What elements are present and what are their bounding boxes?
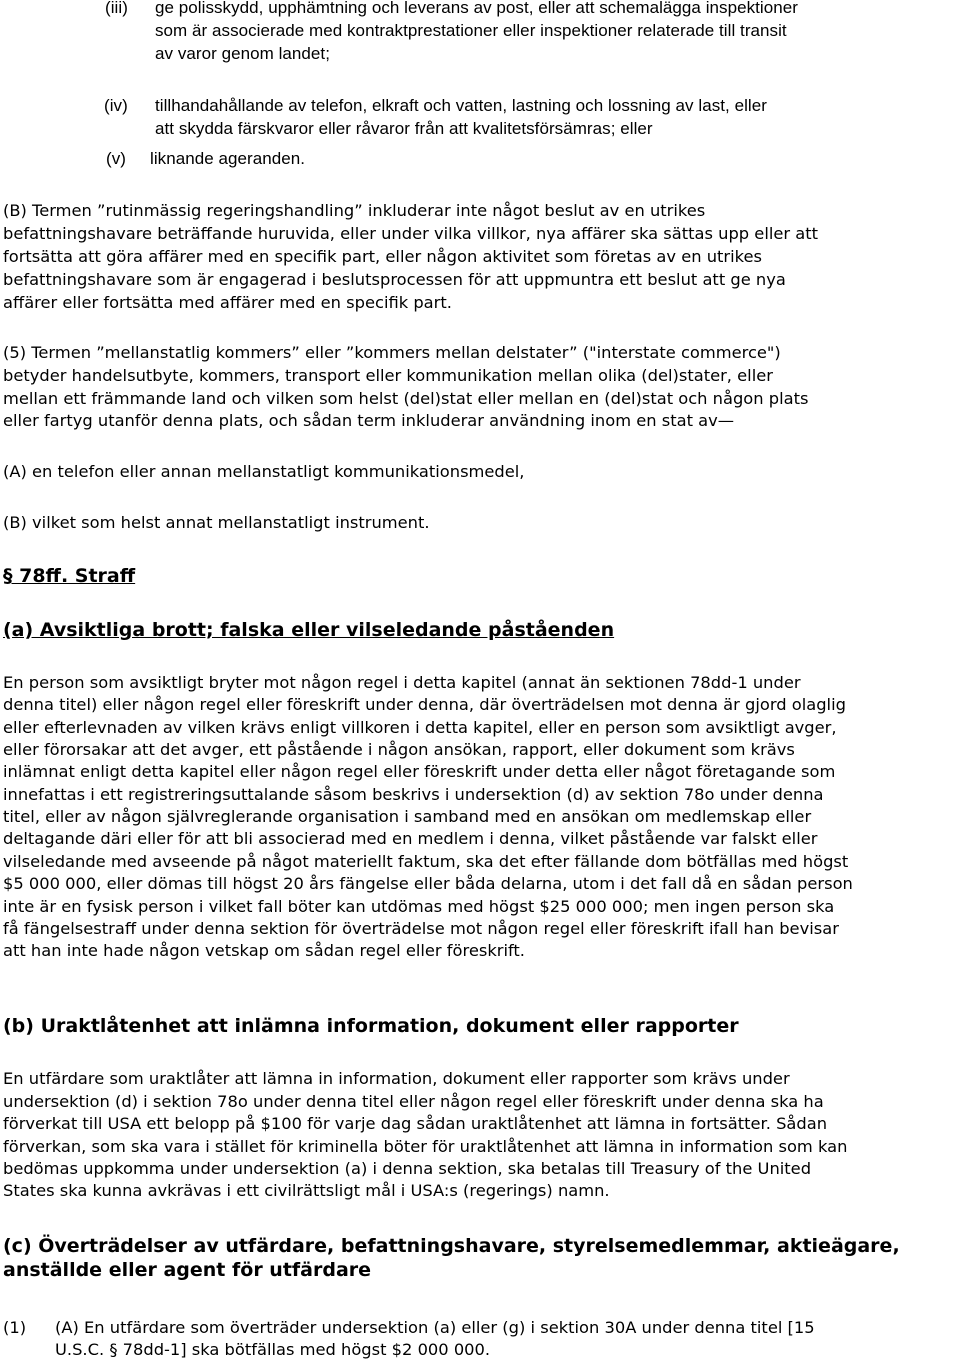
paragraph-line: inte är en fysisk person i vilket fall böter kan utdömas med högst $25 000 000; men ingen person ska bbox=[3, 897, 835, 916]
paragraph-line: (B) Termen ”rutinmässig regeringshandling” inkluderar inte något beslut av en utrikes bbox=[3, 201, 706, 220]
list-item-text-line: ge polisskydd, upphämtning och leverans av post, eller att schemalägga inspektioner bbox=[155, 0, 798, 17]
heading-line: (c) Överträdelser av utfärdare, befattningshavare, styrelsemedlemmar, aktieägare, bbox=[3, 1235, 900, 1257]
paragraph-line: States ska kunna avkrävas i ett civilrättsligt mål i USA:s (regerings) namn. bbox=[3, 1181, 610, 1200]
paragraph-line: affärer eller fortsätta med affärer med en specifik part. bbox=[3, 293, 452, 312]
paragraph-line: eller fartyg utanför denna plats, och sådan term inkluderar användning inom en stat av— bbox=[3, 411, 735, 430]
list-item-text-line: (A) En utfärdare som överträder undersektion (a) eller (g) i sektion 30A under denna titel [15 bbox=[55, 1318, 815, 1337]
paragraph-line: bedömas uppkomma under undersektion (a) i denna sektion, ska betalas till Treasury of the United bbox=[3, 1159, 812, 1178]
paragraph-line: befattningshavare som är engagerad i beslutsprocessen för att uppmuntra ett beslut att ge nya bbox=[3, 270, 786, 289]
paragraph-line: förverkat till USA ett belopp på $100 för varje dag sådan uraktlåtenhet att lämna in fortsätter. Sådan bbox=[3, 1114, 828, 1133]
paragraph-line: denna titel) eller någon regel eller föreskrift under denna, där överträdelsen mot denna är gjord olaglig bbox=[3, 695, 846, 714]
list-item-text-line: tillhandahållande av telefon, elkraft och vatten, lastning och lossning av last, eller bbox=[155, 96, 767, 115]
list-marker: (1) bbox=[3, 1318, 27, 1337]
paragraph-5b: (B) vilket som helst annat mellanstatligt instrument. bbox=[3, 513, 430, 532]
paragraph-line: En utfärdare som uraktlåter att lämna in information, dokument eller rapporter som krävs under bbox=[3, 1069, 790, 1088]
heading-line: anställde eller agent för utfärdare bbox=[3, 1259, 372, 1281]
paragraph-line: få fängelsestraff under denna sektion för överträdelse mot någon regel eller föreskrift ifall han bevisar bbox=[3, 919, 839, 938]
section-title: § 78ff. Straff bbox=[3, 565, 136, 587]
heading-a: (a) Avsiktliga brott; falska eller vilseledande påståenden bbox=[3, 619, 615, 641]
paragraph-line: betyder handelsutbyte, kommers, transport eller kommunikation mellan olika (del)stater, eller bbox=[3, 366, 773, 385]
paragraph-line: inlämnat enligt detta kapitel eller någon regel eller föreskrift under detta eller något företagande som bbox=[3, 762, 836, 781]
paragraph-line: eller efterlevnaden av vilken krävs enligt villkoren i detta kapitel, eller en person som avsiktligt avger, bbox=[3, 718, 837, 737]
paragraph-line: fortsätta att göra affärer med en specifik part, eller någon aktivitet som företas av en utrikes bbox=[3, 247, 762, 266]
paragraph-line: $5 000 000, eller dömas till högst 20 års fängelse eller båda delarna, utom i det fall då en sådan person bbox=[3, 874, 853, 893]
paragraph-line: förverkan, som ska vara i stället för kriminella böter för uraktlåtenhet att lämna in information som kan bbox=[3, 1137, 848, 1156]
paragraph-line: En person som avsiktligt bryter mot någon regel i detta kapitel (annat än sektionen 78dd-1 under bbox=[3, 673, 801, 692]
heading-b: (b) Uraktlåtenhet att inlämna information, dokument eller rapporter bbox=[3, 1015, 739, 1037]
paragraph-line: (5) Termen ”mellanstatlig kommers” eller ”kommers mellan delstater” ("interstate commerce") bbox=[3, 343, 781, 362]
list-marker: (iii) bbox=[105, 0, 128, 17]
paragraph-line: undersektion (d) i sektion 78o under denna titel eller någon regel eller föreskrift under denna ska ha bbox=[3, 1092, 824, 1111]
list-item-text-line: liknande ageranden. bbox=[150, 149, 306, 168]
list-item-text-line: som är associerade med kontraktprestationer eller inspektioner relaterade till transit bbox=[155, 21, 787, 40]
paragraph-line: att han inte hade någon vetskap om sådan regel eller föreskrift. bbox=[3, 941, 525, 960]
list-marker: (v) bbox=[106, 149, 126, 168]
paragraph-line: innefattas i ett registreringsuttalande såsom beskrivs i undersektion (d) av sektion 78o under denna bbox=[3, 785, 824, 804]
paragraph-line: mellan ett främmande land och vilken som helst (del)stat eller mellan en (del)stat och någon plats bbox=[3, 389, 809, 408]
paragraph-line: vilseledande med avseende på något materiellt faktum, ska det efter fällande dom bötfällas med högst bbox=[3, 852, 849, 871]
list-item-text-line: U.S.C. § 78dd-1] ska bötfällas med högst $2 000 000. bbox=[55, 1340, 491, 1359]
paragraph-line: befattningshavare beträffande huruvida, eller under vilka villkor, nya affärer ska sättas upp eller att bbox=[3, 224, 818, 243]
paragraph-line: titel, eller av någon självreglerande organisation i samband med en ansökan om medlemskap eller bbox=[3, 807, 812, 826]
list-item-text-line: att skydda färskvaror eller råvaror från att kvalitetsförsämras; eller bbox=[155, 119, 653, 138]
paragraph-line: eller förorsakar att det avger, ett påstående i någon ansökan, rapport, eller dokument som krävs bbox=[3, 740, 795, 759]
paragraph-5a: (A) en telefon eller annan mellanstatligt kommunikationsmedel, bbox=[3, 462, 525, 481]
list-item-text-line: av varor genom landet; bbox=[155, 44, 330, 63]
paragraph-line: deltagande däri eller för att bli associerad med en medlem i denna, vilket påstående var falskt eller bbox=[3, 829, 818, 848]
list-marker: (iv) bbox=[104, 96, 128, 115]
